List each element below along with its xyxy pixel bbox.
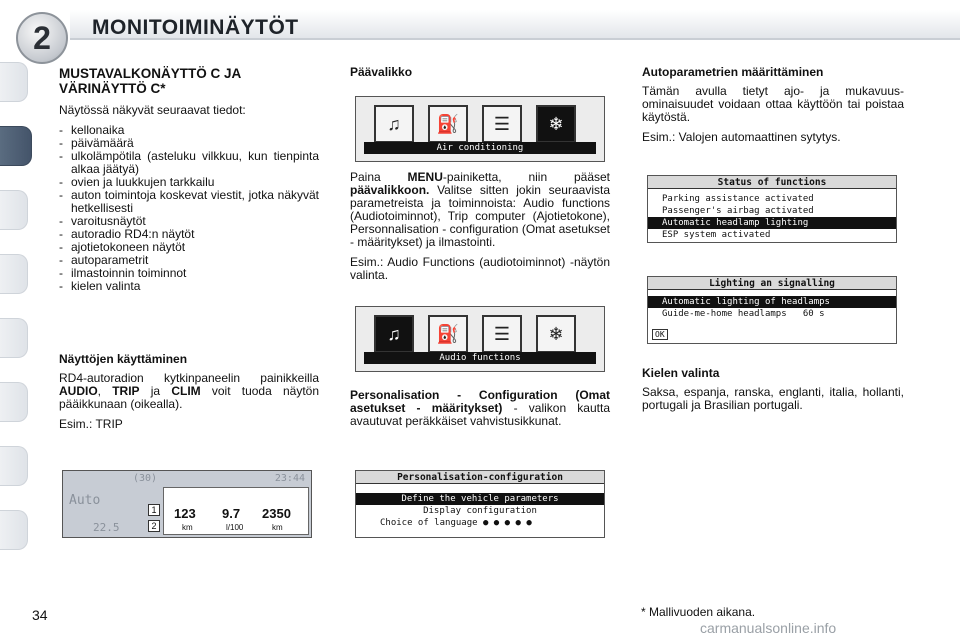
page-title: MONITOIMINÄYTÖT <box>92 16 299 39</box>
page-number: 34 <box>32 607 48 623</box>
language-heading: Kielen valinta <box>642 366 720 380</box>
language-text: Saksa, espanja, ranska, englanti, italia, hollanti, portugali ja Brasilian portugali. <box>642 385 904 412</box>
page-header <box>0 0 960 56</box>
settings-icon: ☰ <box>482 315 522 353</box>
fuel-icon: ⛽ <box>428 105 468 143</box>
screen-row: Define the vehicle parameters <box>356 493 604 505</box>
chapter-tab-active[interactable] <box>0 126 32 166</box>
personalisation-text <box>350 389 610 435</box>
feature-list-item: - auton toimintoja koskevat viestit, jotka näkyvät hetkellisesti <box>59 189 319 215</box>
screen-row: Display configuration <box>423 506 537 516</box>
audio-icon: ♫ <box>374 315 414 353</box>
personalisation-screen <box>355 470 605 538</box>
trip-unit-3: km <box>272 523 283 532</box>
trip-top-left: (30) <box>133 473 158 484</box>
params-text: Tämän avulla tietyt ajo- ja mukavuusominaisuudet voidaan ottaa käyttöön tai poistaa käytöstä. <box>642 84 904 124</box>
audio-icon: ♫ <box>374 105 414 143</box>
trip-value-distance: 123 <box>174 506 196 521</box>
ok-button: OK <box>652 329 668 340</box>
trip-time: 23:44 <box>274 473 305 484</box>
climate-icon: ❄ <box>536 105 576 143</box>
chapter-tab[interactable] <box>0 254 28 294</box>
trip-value-consumption: 9.7 <box>222 506 241 521</box>
feature-list-item: - kielen valinta <box>59 280 319 293</box>
left-column <box>59 66 319 299</box>
feature-list-item: - kellonaika <box>59 124 319 137</box>
feature-list-item: - autoradio RD4:n näytöt <box>59 228 319 241</box>
trip-tab-1: 1 <box>148 504 160 516</box>
chapter-tab[interactable] <box>0 510 28 550</box>
middle-column <box>350 66 610 79</box>
feature-list-item: - varoitusnäytöt <box>59 215 319 228</box>
trip-display-image <box>62 470 312 538</box>
chapter-tab[interactable] <box>0 382 28 422</box>
climate-icon: ❄ <box>536 315 576 353</box>
intro-text: Näytössä näkyvät seuraavat tiedot: <box>59 103 246 117</box>
usage-text: RD4-autoradion kytkinpaneelin painikkeilla AUDIO, TRIP ja CLIM voit tuoda näytön pääikkunaan (oikealla). <box>59 371 320 411</box>
screen-row: Passenger's airbag activated <box>662 206 814 216</box>
feature-list-item: - ilmastoinnin toiminnot <box>59 267 319 280</box>
chapter-tab[interactable] <box>0 190 28 230</box>
screen-row: Choice of language ● ● ● ● ● <box>380 518 532 528</box>
menu-instructions: Paina MENU-painiketta, niin pääset päävalikkoon. Valitse sitten jokin seuraavista parametreista ja toiminnoista: Audio functions (Audiotoiminnot), Trip computer (Ajotietokone), Personnalisation - configuration (Omat asetukset - määritykset) ja ilmastointi. <box>350 170 610 249</box>
feature-list-item: - päivämäärä <box>59 137 319 150</box>
personalisation-paragraph: Personalisation - Configuration (Omat asetukset - määritykset) - valikon kautta avautuvat peräkkäiset vahvistusikkunat. <box>350 388 610 428</box>
chapter-tab[interactable] <box>0 446 28 486</box>
fuel-icon: ⛽ <box>428 315 468 353</box>
screen-row: Parking assistance activated <box>662 194 814 204</box>
language-section <box>642 367 904 419</box>
chapter-tab[interactable] <box>0 318 28 358</box>
usage-example: Esim.: TRIP <box>59 417 123 431</box>
chapter-tab[interactable] <box>0 62 28 102</box>
settings-icon: ☰ <box>482 105 522 143</box>
menu-caption: Audio functions <box>364 352 596 364</box>
chapter-number: 2 <box>16 12 68 64</box>
right-column <box>642 66 904 151</box>
main-menu-heading: Päävalikko <box>350 65 413 79</box>
usage-heading: Näyttöjen käyttäminen <box>59 352 188 366</box>
trip-unit-2: l/100 <box>226 523 244 532</box>
usage-section <box>59 353 319 438</box>
middle-text <box>350 171 610 289</box>
screen-row: Automatic headlamp lighting <box>648 217 896 229</box>
screen-row: Guide-me-home headlamps 60 s <box>662 309 825 319</box>
trip-value-range: 2350 <box>262 506 291 521</box>
screen-title: Status of functions <box>648 176 896 189</box>
status-screen <box>647 175 897 243</box>
screen-row: ESP system activated <box>662 230 771 240</box>
screen-title: Personalisation-configuration <box>356 471 604 484</box>
menu-screen-audio <box>355 306 605 372</box>
params-heading: Autoparametrien määrittäminen <box>642 65 824 79</box>
menu-icons <box>374 315 594 353</box>
watermark: carmanualsonline.info <box>700 620 837 636</box>
feature-list-item: - autoparametrit <box>59 254 319 267</box>
trip-tab-2: 2 <box>148 520 160 532</box>
feature-list-item: - ovien ja luukkujen tarkkailu <box>59 176 319 189</box>
trip-unit-1: km <box>182 523 193 532</box>
trip-left-temp: 22.5 <box>93 521 120 534</box>
screen-row: Automatic lighting of headlamps <box>648 296 896 308</box>
trip-panel <box>151 487 309 535</box>
footnote: * Mallivuoden aikana. <box>641 605 756 619</box>
feature-list <box>59 124 319 293</box>
chapter-tabs <box>0 62 30 582</box>
menu-screen-air <box>355 96 605 162</box>
trip-left-label: Auto <box>69 493 101 508</box>
lighting-screen <box>647 276 897 344</box>
feature-list-item: - ajotietokoneen näytöt <box>59 241 319 254</box>
screen-title: Lighting an signalling <box>648 277 896 290</box>
menu-icons <box>374 105 594 143</box>
feature-list-item: - ulkolämpötila (asteluku vilkkuu, kun tienpinta alkaa jäätyä) <box>59 150 319 176</box>
menu-example: Esim.: Audio Functions (audiotoiminnot) -näytön valinta. <box>350 255 610 282</box>
section-heading: MUSTAVALKONÄYTTÖ C JA VÄRINÄYTTÖ C* <box>59 66 241 96</box>
params-example: Esim.: Valojen automaattinen sytytys. <box>642 130 841 144</box>
menu-caption: Air conditioning <box>364 142 596 154</box>
